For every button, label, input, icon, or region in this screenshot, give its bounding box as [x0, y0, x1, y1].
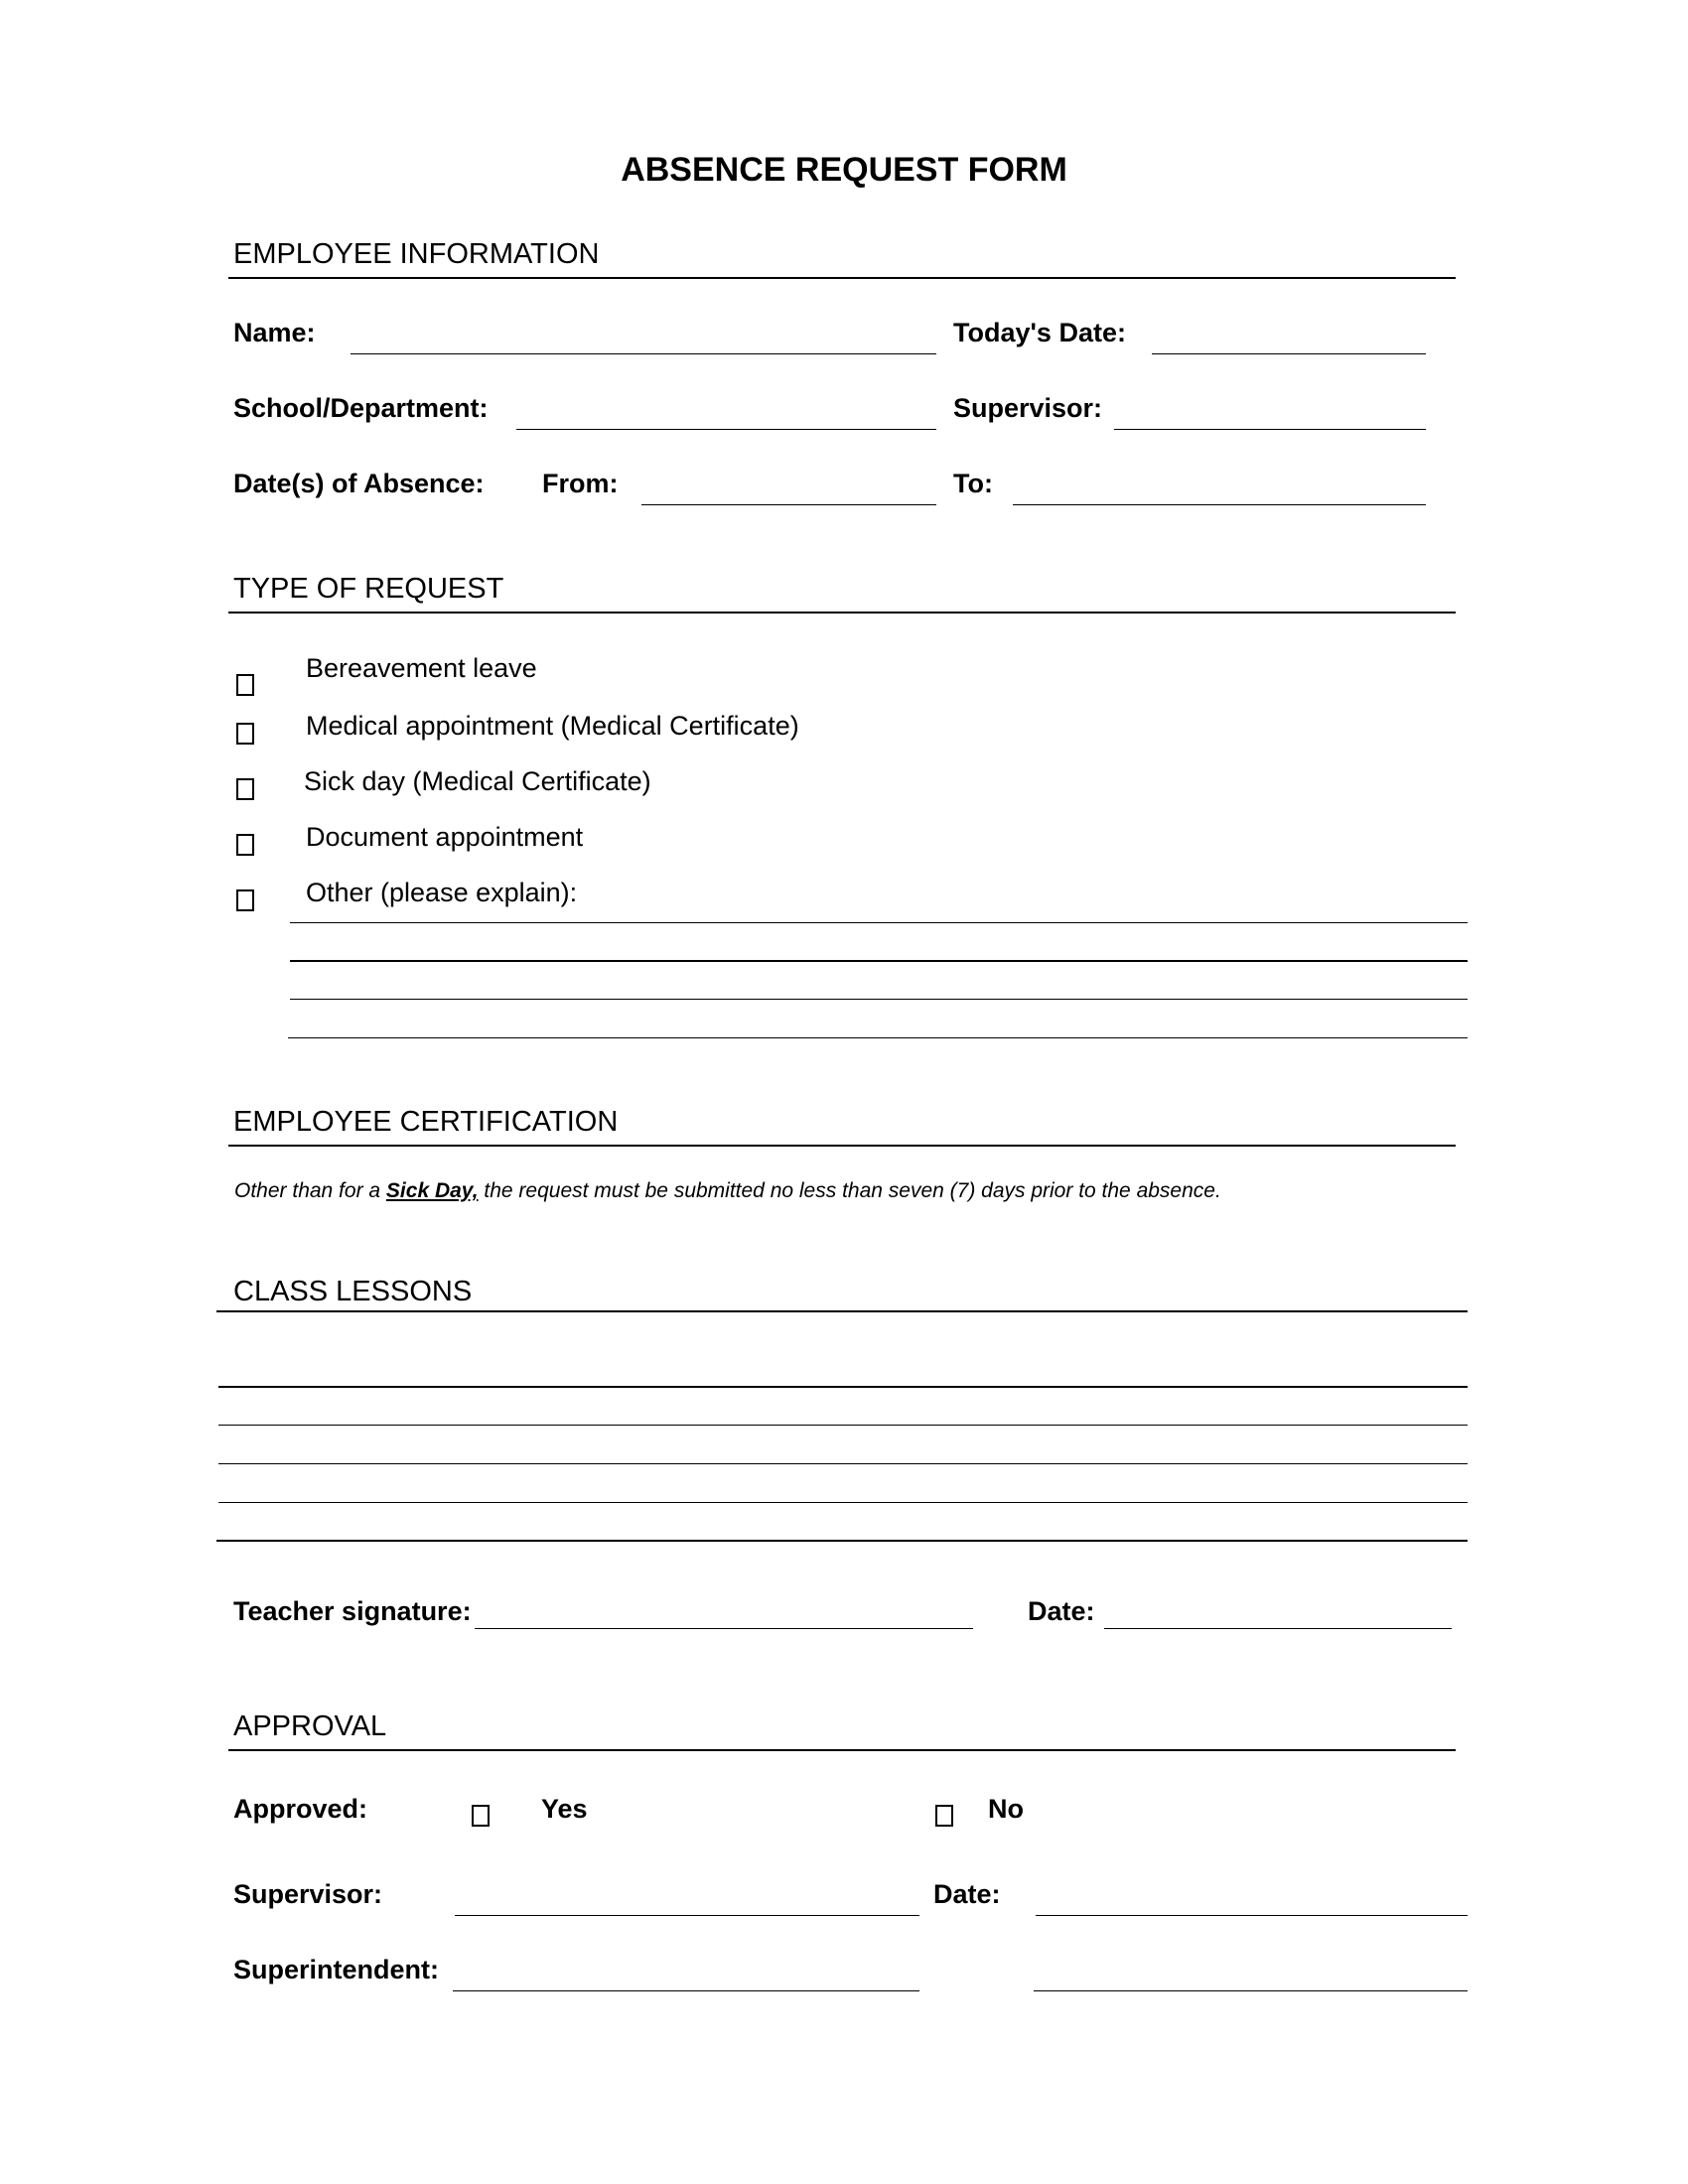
section-divider [228, 1749, 1456, 1751]
option-medical-appointment: Medical appointment (Medical Certificate) [306, 711, 799, 741]
approval-date-label: Date: [933, 1879, 1001, 1909]
type-of-request-heading: TYPE OF REQUEST [233, 573, 504, 605]
sick-day-checkbox[interactable] [236, 778, 254, 800]
class-lessons-line[interactable] [218, 1463, 1468, 1464]
class-lessons-heading: CLASS LESSONS [233, 1276, 473, 1307]
option-other: Other (please explain): [306, 878, 578, 907]
school-department-label: School/Department: [233, 393, 489, 423]
supervisor-field[interactable] [1114, 429, 1426, 430]
other-explanation-line[interactable] [290, 999, 1468, 1000]
option-sick-day: Sick day (Medical Certificate) [304, 766, 651, 796]
class-lessons-line[interactable] [216, 1540, 1468, 1542]
superintendent-date-field[interactable] [1034, 1990, 1468, 1991]
section-divider [228, 612, 1456, 614]
teacher-signature-field[interactable] [475, 1628, 973, 1629]
approved-no-checkbox[interactable] [935, 1805, 953, 1827]
note-text-start: Other than for a [234, 1179, 386, 1202]
to-date-field[interactable] [1013, 504, 1426, 505]
teacher-signature-label: Teacher signature: [233, 1596, 472, 1626]
other-explanation-line[interactable] [290, 960, 1468, 962]
section-divider [216, 1310, 1468, 1312]
class-lessons-line[interactable] [218, 1502, 1468, 1503]
no-label: No [988, 1794, 1024, 1824]
other-explanation-line[interactable] [288, 1037, 1468, 1038]
medical-appointment-checkbox[interactable] [236, 723, 254, 745]
name-field[interactable] [351, 353, 936, 354]
certification-note [234, 1179, 1221, 1203]
note-text-end: the request must be submitted no less than seven (7) days prior to the absence. [478, 1179, 1221, 1202]
option-document-appointment: Document appointment [306, 822, 584, 852]
todays-date-label: Today's Date: [953, 318, 1126, 347]
from-label: From: [542, 469, 619, 498]
approval-heading: APPROVAL [233, 1710, 387, 1742]
to-label: To: [953, 469, 993, 498]
section-divider [228, 1145, 1456, 1147]
superintendent-label: Superintendent: [233, 1955, 439, 1984]
approval-supervisor-label: Supervisor: [233, 1879, 383, 1909]
from-date-field[interactable] [641, 504, 936, 505]
other-checkbox[interactable] [236, 889, 254, 911]
todays-date-field[interactable] [1152, 353, 1426, 354]
document-appointment-checkbox[interactable] [236, 834, 254, 856]
section-divider [228, 277, 1456, 279]
dates-of-absence-label: Date(s) of Absence: [233, 469, 485, 498]
superintendent-field[interactable] [453, 1990, 919, 1991]
supervisor-label: Supervisor: [953, 393, 1103, 423]
teacher-date-label: Date: [1028, 1596, 1095, 1626]
class-lessons-line[interactable] [218, 1425, 1468, 1426]
employee-certification-heading: EMPLOYEE CERTIFICATION [233, 1106, 619, 1138]
option-bereavement-leave: Bereavement leave [306, 653, 537, 683]
other-explanation-line[interactable] [290, 922, 1468, 923]
bereavement-checkbox[interactable] [236, 674, 254, 696]
teacher-date-field[interactable] [1104, 1628, 1452, 1629]
note-sick-day-emphasis: Sick Day, [385, 1179, 479, 1202]
class-lessons-line[interactable] [218, 1386, 1468, 1388]
approval-supervisor-field[interactable] [455, 1915, 919, 1916]
school-department-field[interactable] [516, 429, 936, 430]
approved-label: Approved: [233, 1794, 367, 1824]
employee-information-heading: EMPLOYEE INFORMATION [233, 238, 600, 270]
form-title: ABSENCE REQUEST FORM [621, 151, 1067, 189]
yes-label: Yes [541, 1794, 588, 1824]
name-label: Name: [233, 318, 316, 347]
approval-date-field[interactable] [1036, 1915, 1468, 1916]
approved-yes-checkbox[interactable] [472, 1805, 490, 1827]
